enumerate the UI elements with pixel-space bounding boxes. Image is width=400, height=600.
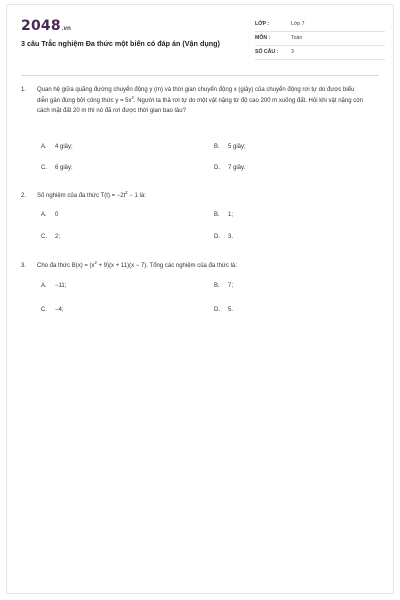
option-text: −4; [55, 307, 64, 313]
option-text: 1; [228, 212, 234, 218]
option-1a[interactable] [41, 144, 73, 150]
meta-value: 3 [291, 49, 294, 55]
logo-domain: .vn [61, 26, 72, 32]
option-1b[interactable] [214, 144, 246, 150]
option-2a[interactable] [41, 212, 58, 218]
option-letter: B. [214, 212, 220, 218]
question-3 [21, 261, 367, 272]
option-text: 4 giây; [55, 144, 73, 150]
option-text: 6 giây; [55, 165, 73, 171]
option-3c[interactable] [41, 307, 64, 313]
option-text: 0 [55, 212, 59, 218]
superscript: 2 [94, 260, 97, 265]
question-number: 1. [21, 87, 27, 93]
question-text-part: + 9)(x + 11)(x − 7). Tổng các nghiệm của đa thức là: [96, 263, 237, 269]
header-divider [21, 75, 379, 76]
question-number: 3. [21, 263, 27, 269]
question-text [37, 261, 367, 272]
option-letter: D. [214, 307, 220, 313]
question-text [37, 191, 367, 202]
option-letter: B. [214, 283, 220, 289]
option-1c[interactable] [41, 165, 73, 171]
question-text-part: Số nghiệm của đa thức T(t) = −2t [37, 193, 126, 199]
question-text-part: Cho đa thức B(x) = (x [37, 263, 95, 269]
option-3b[interactable] [214, 283, 233, 289]
option-letter: A. [41, 283, 47, 289]
page-title: 3 câu Trắc nghiệm Đa thức một biến có đáp án (Vận dụng) [21, 39, 220, 48]
option-text: −11; [55, 283, 67, 289]
site-logo[interactable] [21, 17, 71, 34]
option-2b[interactable] [214, 212, 233, 218]
option-1d[interactable] [214, 165, 245, 171]
meta-key: SỐ CÂU : [255, 49, 279, 55]
option-letter: D. [214, 165, 220, 171]
superscript: 2 [131, 94, 134, 100]
option-2c[interactable] [41, 234, 60, 240]
superscript: 2 [125, 190, 128, 195]
option-text: 7 giây. [228, 165, 246, 171]
meta-row-class [255, 19, 385, 32]
option-letter: A. [41, 212, 47, 218]
meta-row-subject [255, 33, 385, 46]
question-text [37, 85, 367, 117]
header [7, 5, 393, 71]
question-number: 2. [21, 193, 27, 199]
option-letter: D. [214, 234, 220, 240]
logo-text: 2048 [21, 18, 61, 34]
option-letter: A. [41, 144, 47, 150]
option-text: 3. [228, 234, 234, 240]
meta-key: LỚP : [255, 21, 270, 27]
meta-value: Toán [291, 35, 303, 41]
option-text: 5. [228, 307, 234, 313]
question-text-part: − 1 là: [127, 193, 146, 199]
meta-value: Lớp 7 [291, 21, 305, 27]
option-text: 5 giây; [228, 144, 246, 150]
option-letter: B. [214, 144, 220, 150]
question-text-part: Quan hệ giữa quãng đường chuyển động y (m) và thời gian chuyển động x (giây) của chuyển động rơi tự do được biểu diễn gần đúng bởi công thức y = 5x [37, 87, 355, 104]
meta-row-count [255, 47, 385, 60]
option-text: 2; [55, 234, 61, 240]
option-text: 7; [228, 283, 234, 289]
question-1 [21, 85, 367, 117]
worksheet-page [6, 4, 394, 594]
question-text-part: . Người ta thả rơi tự do một vật nặng từ độ cao 200 m xuống đất. Hỏi khi vật nặng còn cách mặt đất 20 m thì nó đã rơi được thời gian bao lâu? [37, 97, 363, 115]
option-3d[interactable] [214, 307, 233, 313]
option-letter: C. [41, 234, 47, 240]
meta-key: MÔN : [255, 35, 271, 41]
option-3a[interactable] [41, 283, 66, 289]
option-letter: C. [41, 307, 47, 313]
option-2d[interactable] [214, 234, 233, 240]
option-letter: C. [41, 165, 47, 171]
question-2 [21, 191, 367, 202]
